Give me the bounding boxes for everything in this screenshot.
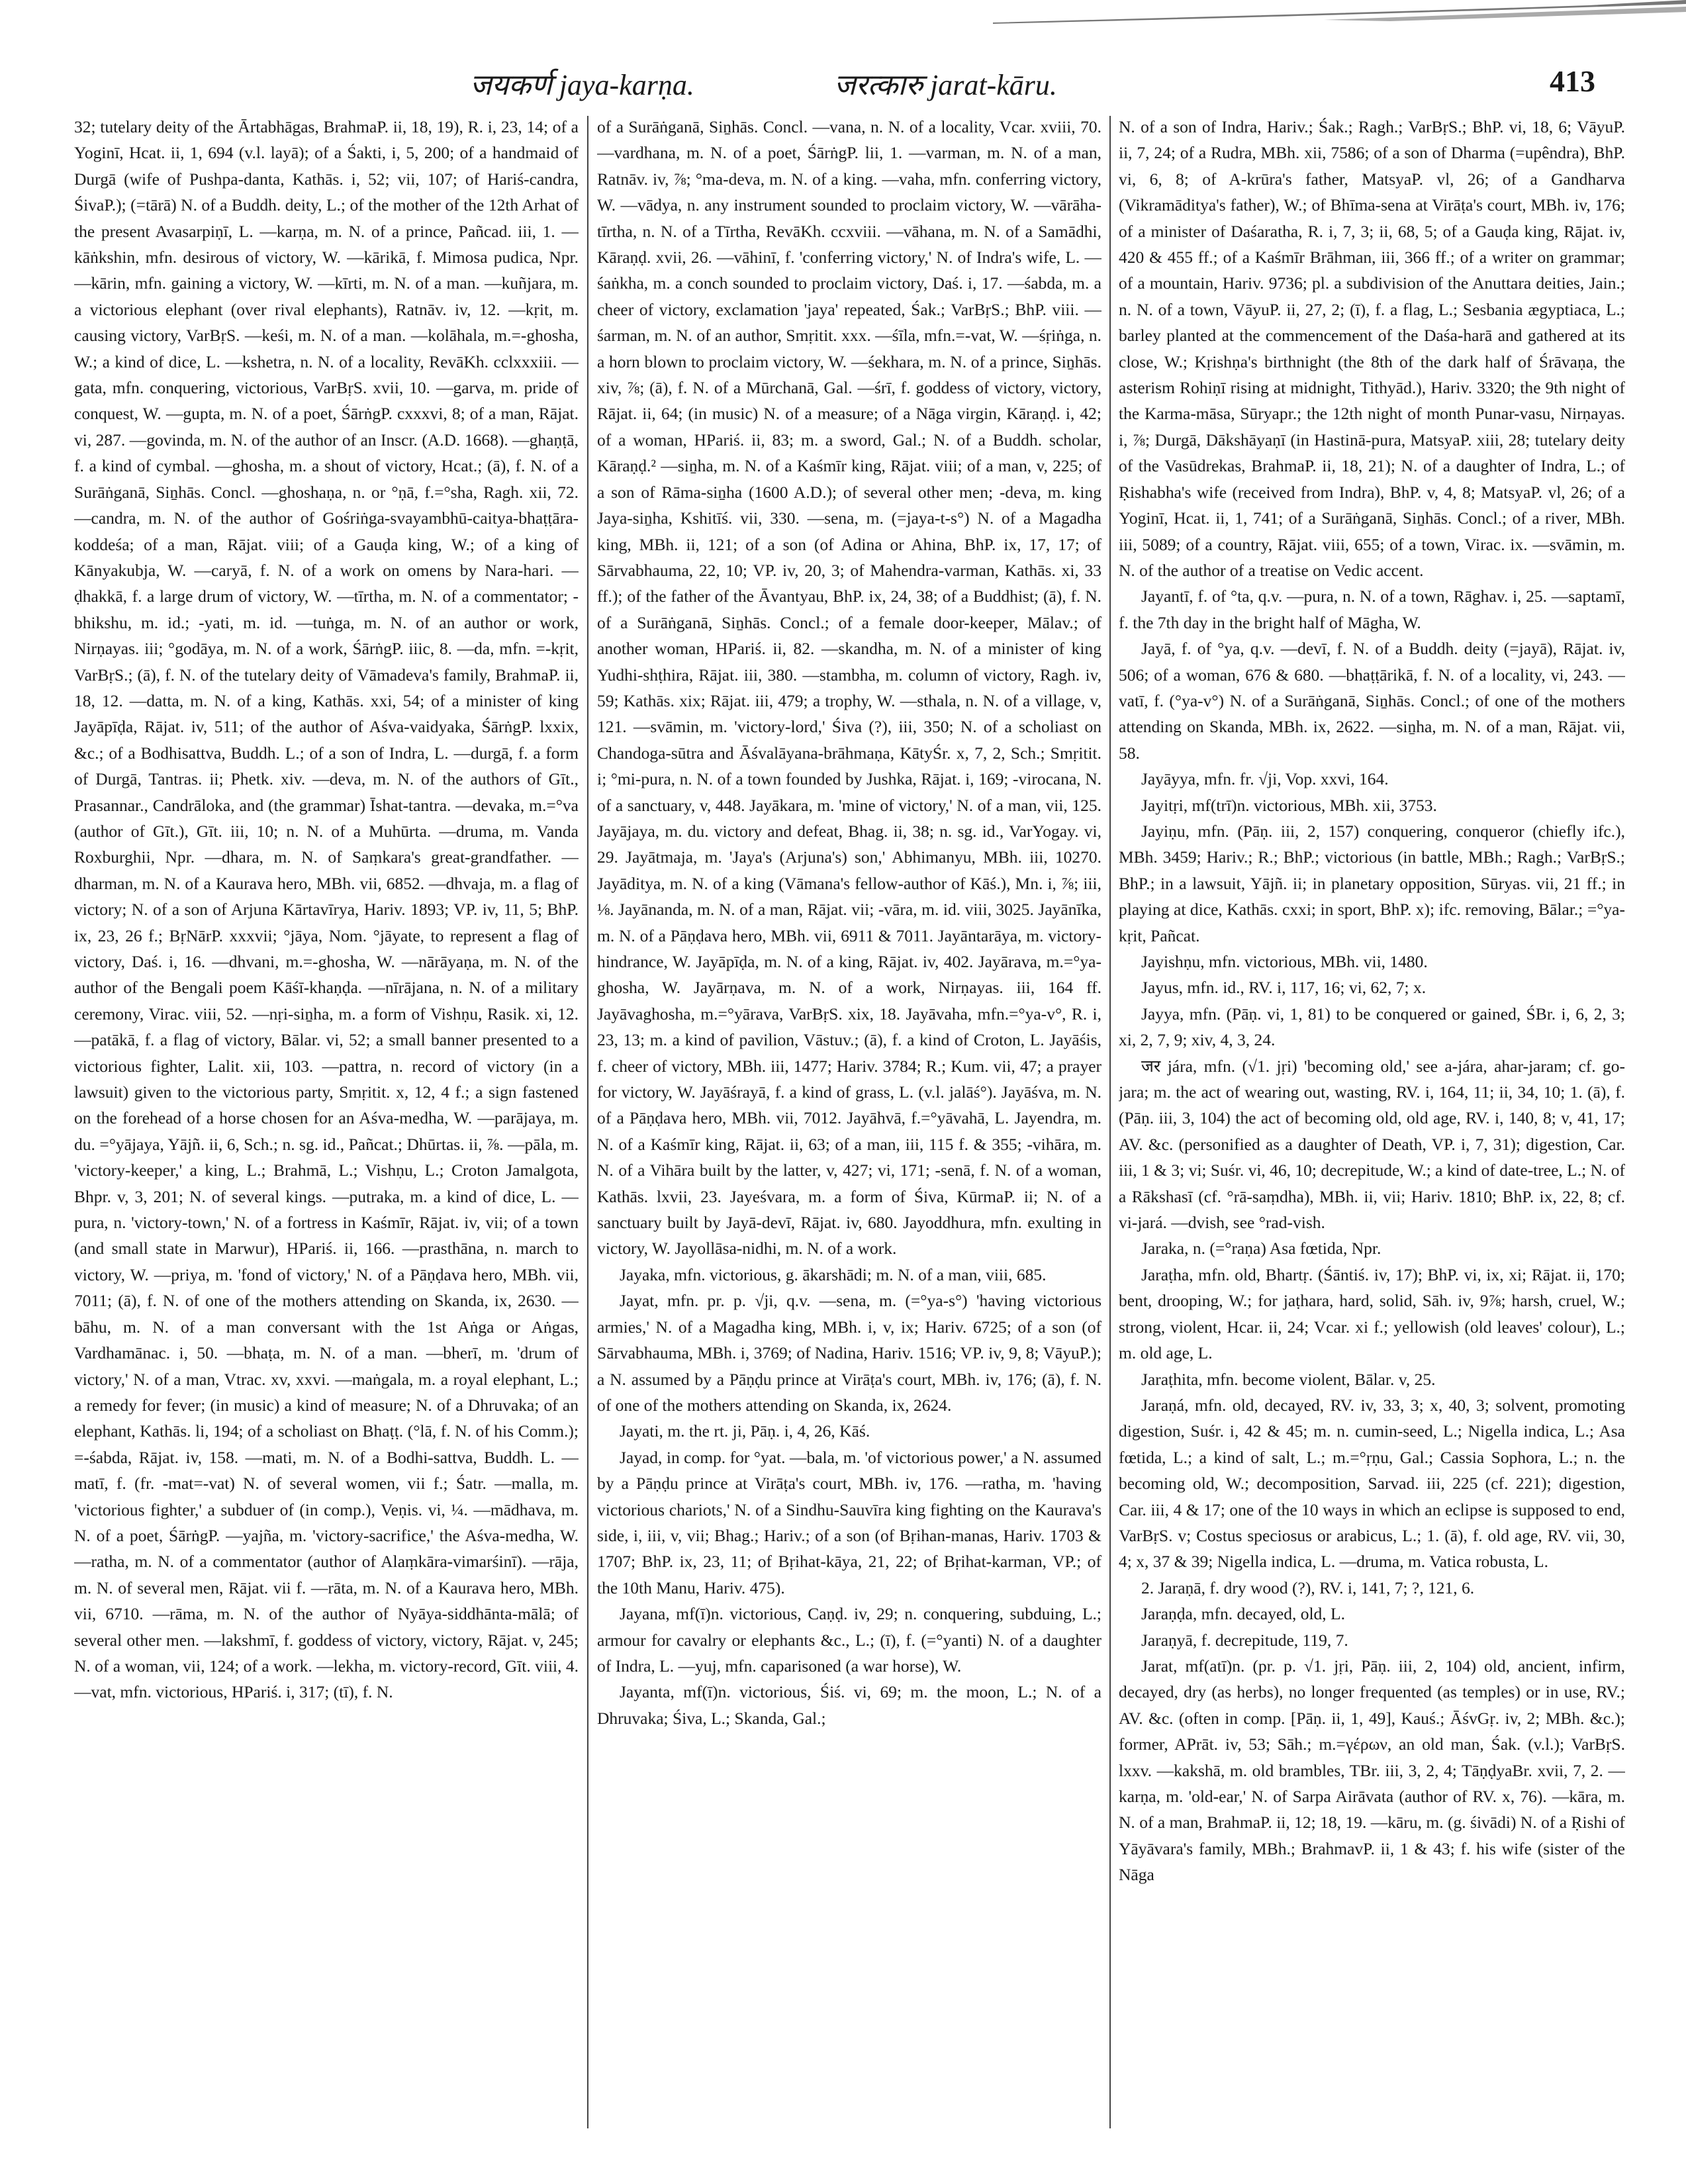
column-2-entry-text: of a Surāṅganā, Siṉhās. Concl. —vana, n. N. of a locality, Vcar. xviii, 70. —vardhana, m. N. of a poet, ŚārṅgP. lii, 1. —varman, m. N. of a man, Ratnāv. iv, ⅞; °ma-deva, m. N. of a king. —vaha, mfn. conferring victory, W. —vādya, n. any instrument sounded to proclaim victory, W. —vārāha-tīrtha, n. N. of a Tīrtha, RevāKh. ccxviii. —vāhana, m. N. of a Samādhi, Kāraṇḍ. xvii, 26. —vāhinī, f. 'conferring victory,' N. of Indra's wife, L. —śaṅkha, m. a conch sounded to proclaim victory, Daś. i, 17. —śabda, m. a cheer of victory, exclamation 'jaya' repeated, Śak.; VarBṛS.; BhP. viii. —śarman, m. N. of an author, Smṛitit. xxx. —śīla, mfn.=-vat, W. —śṛiṅga, n. a horn blown to proclaim victory, W. —śekhara, m. N. of a prince, Siṉhās. xiv, ⅞; (ā), f. N. of a Mūrchanā, Gal. —śrī, f. goddess of victory, victory, Rājat. ii, 64; (in music) N. of a measure; of a Nāga virgin, Kāraṇḍ. i, 42; of a woman, HPariś. ii, 83; m. a sword, Gal.; N. of a Buddh. scholar, Kāraṇḍ.² —siṉha, m. N. of a Kaśmīr king, Rājat. viii; of a man, v, 225; of a son of Rāma-siṉha (1600 A.D.); of several other men; -deva, m. king Jaya-siṉha, Kshitīś. vii, 330. —sena, m. (=jaya-t-s°) N. of a Magadha king, MBh. ii, 121; of a son (of Adina or Ahina, BhP. ix, 17, 17; of Sārvabhauma, 22, 10; VP. iv, 20, 3; of Mahendra-varman, Kathās. xi, 33 ff.); of the father of the Āvantyau, BhP. ix, 24, 38; of a Buddhist; (ā), f. N. of a Surāṅganā, Siṉhās. Concl.; of a female door-keeper, Mālav.; of another woman, HPariś. ii, 82. —skandha, m. N. of a minister of king Yudhi-shṭhira, Rājat. iii, 380. —stambha, m. column of victory, Ragh. iv, 59; Kathās. xix; Rājat. iii, 479; a trophy, W. —sthala, n. N. of a village, v, 121. —svāmin, m. 'victory-lord,' Śiva (?), iii, 350; N. of a scholiast on Chandoga-sūtra and Āśvalāyana-brāhmaṇa, KātyŚr. x, 7, 2, Sch.; Smṛitit. i; °mi-pura, n. N. of a town founded by Jushka, Rājat. i, 169; -virocana, N. of a sanctuary, v, 448. Jayākara, m. 'mine of victory,' N. of a man, vii, 125. Jayājaya, m. du. victory and defeat, Bhag. ii, 38; n. sg. id., VarYogay. vi, 29. Jayātmaja, m. 'Jaya's (Arjuna's) son,' Abhimanyu, MBh. iii, 10270. Jayāditya, m. N. of a king (Vāmana's fellow-author of Kāś.), Mn. i, ⅞; iii, ⅛. Jayānanda, m. N. of a man, Rājat. vii; -vāra, m. id. viii, 3025. Jayānīka, m. N. of a Pāṇḍava hero, MBh. vii, 6911 & 7011. Jayāntarāya, m. victory-hindrance, W. Jayāpīḍa, m. N. of a king, Rājat. iv, 402. Jayārava, m.=°ya-ghosha, W. Jayārṇava, m. N. of a work, Nirṇayas. iii, 164 ff. Jayāvaghosha, m.=°yārava, VarBṛS. xix, 18. Jayāvaha, mfn.=°ya-v°, R. i, 23, 13; m. a kind of pavilion, Vāstuv.; (ā), f. a kind of Croton, L. Jayāśis, f. cheer of victory, MBh. iii, 1477; Hariv. 3784; R.; Kum. vii, 47; a prayer for victory, W. Jayāśrayā, f. a kind of grass, L. (v.l. jalāś°). Jayāśva, m. N. of a Pāṇḍava hero, MBh. vii, 7012. Jayāhvā, f.=°yāvahā, L. Jayendra, m. N. of a Kaśmīr king, Rājat. ii, 63; of a man, iii, 115 f. & 355; -vihāra, m. N. of a Vihāra built by the latter, v, 427; vi, 171; -senā, f. N. of a woman, Kathās. lxvii, 23. Jayeśvara, m. a form of Śiva, KūrmaP. ii; N. of a sanctuary built by Jayā-devī, Rājat. iv, 680. Jayoddhura, mfn. exulting in victory, W. Jayollāsa-nidhi, m. N. of a work. (597, 117, 1101, 1258)
entry-jayishnu: Jayishṇu, mfn. victorious, MBh. vii, 1480. (1141, 952, 1428, 971)
entry-jaratha: Jaraṭha, mfn. old, Bhartṛ. (Śāntiś. iv, 17); BhP. vi, ix, xi; Rājat. ii, 170; bent, drooping, W.; for jaṭhara, hard, solid, Sāh. iv, 9⅞; harsh, cruel, W.; strong, violent, Hcar. ii, 24; Vcar. xi f.; yellowish (old leaves' colour), L.; m. old age, L. (1119, 1264, 1625, 1363)
entry-jayanta: Jayanta, mf(ī)n. victorious, Śiś. vi, 69; m. the moon, L.; N. of a Dhruvaka; Śiva, L.; Skanda, Gal.; (597, 1682, 1101, 1728)
running-head-left: जयकर्ण jaya-karṇa. (470, 69, 694, 101)
entry-jayinu: Jayiṇu, mfn. (Pāṇ. iii, 2, 157) conquering, conqueror (chiefly ifc.), MBh. 3459; Hariv.; R.; BhP.; victorious (in battle, MBh.; Ragh.; VarBṛS.; BhP.; in a lawsuit, Yājñ. ii; in planetary opposition, Sūryas. vii, 21 ff.; in playing at dice, Kathās. cxxi; in sport, BhP. x); ifc. removing, Bālar.; =°ya-kṛit, Pañcat. (1119, 821, 1625, 945)
entry-jarat: Jarat, mf(atī)n. (pr. p. √1. jṛi, Pāṇ. iii, 2, 104) old, ancient, infirm, decayed, dry (as herbs), no longer frequented (as temples) or in use, RV.; AV. &c. (often in comp. [Pāṇ. ii, 1, 49], Kauś.; ĀśvGṛ. iv, 2; MBh. &c.); former, APrāt. iv, 53; Sāh.; m.=γέρων, an old man, Śak. (v.l.); VarBṛS. lxxv. —kakshā, m. old brambles, TBr. iii, 3, 2, 4; TāṇḍyaBr. xvii, 7, 2. —karṇa, m. 'old-ear,' N. of Sarpa Airāvata (author of RV. x, 76). —kāra, m. N. of a man, BrahmaP. ii, 12; 18, 19. —kāru, m. (g. śivādi) N. of a Ṛishi of Yāyāvara's family, MBh.; BrahmavP. ii, 1 & 43; f. his wife (sister of the Nāga (1119, 1656, 1625, 1885)
entry-jayya: Jayya, mfn. (Pāṇ. vi, 1, 81) to be conquered or gained, ŚBr. i, 6, 2, 3; xi, 2, 7, 9; xiv, 4, 3, 24. (1119, 1004, 1625, 1050)
scan-streak (993, 0, 1686, 26)
entry-jaranya: Jaraṇyā, f. decrepitude, 119, 7. (1141, 1630, 1348, 1650)
entry-jayitri: Jayitṛi, mf(trī)n. victorious, MBh. xii, 3753. (1141, 795, 1437, 815)
page-header (99, 64, 1595, 110)
dictionary-column-1 (74, 114, 579, 2133)
column-1-entry-text: 32; tutelary deity of the Ārtabhāgas, BrahmaP. ii, 18, 19), R. i, 23, 14; of a Yoginī, Hcat. ii, 1, 694 (v.l. layā); of a Śakti, i, 5, 200; of a handmaid of Durgā (wife of Pushpa-danta, Kathās. i, 52; vii, 107; of Hariś-candra, ŚivaP.); (=tārā) N. of a Buddh. deity, L.; of the mother of the 12th Arhat of the present Avasarpiṇī, L. —karṇa, m. N. of a prince, Pañcad. iii, 1. —kāṅkshin, mfn. desirous of victory, W. —kārikā, f. Mimosa pudica, Npr. —kārin, mfn. gaining a victory, W. —kīrti, m. N. of a man. —kuñjara, m. a victorious elephant (over rival elephants), Ratnāv. iv, 12. —kṛit, m. causing victory, VarBṛS. —keśi, m. N. of a man. —kolāhala, m.=-ghosha, W.; a kind of dice, L. —kshetra, n. N. of a locality, RevāKh. cclxxxiii. —gata, mfn. conquering, victorious, VarBṛS. xvii, 10. —garva, m. pride of conquest, W. —gupta, m. N. of a poet, ŚārṅgP. cxxxvi, 8; of a man, Rājat. vi, 287. —govinda, m. N. of the author of an Inscr. (A.D. 1668). —ghaṇṭā, f. a kind of cymbal. —ghosha, m. a shout of victory, Hcat.; (ā), f. N. of a Surāṅganā, Siṉhās. Concl. —ghoshaṇa, n. or °ṇā, f.=°sha, Ragh. xii, 72. —candra, m. N. of the author of Gośriṅga-svayambhū-caitya-bhaṭṭāra-koddeśa; of a man, Rājat. viii; of a Gauḍa king, W.; of a king of Kānyakubja, W. —caryā, f. N. of a work on omens by Nara-hari. —ḍhakkā, f. a large drum of victory, W. —tīrtha, m. N. of a commentator; -bhikshu, m. id.; -yati, m. id. —tuṅga, m. N. of an author or work, Nirṇayas. iii; °godāya, m. N. of a work, ŚārṅgP. iiic, 8. —da, mfn. =-kṛit, VarBṛS.; (ā), f. N. of the tutelary deity of Vāmadeva's family, BrahmaP. ii, 18, 12. —datta, m. N. of a king, Kathās. xxi, 54; of a minister of king Jayāpīḍa, Rājat. iv, 511; of the author of Aśva-vaidyaka, ŚārṅgP. lxxix, &c.; of a Bodhisattva, Buddh. L.; of a son of Indra, L. —durgā, f. a form of Durgā, Tantras. ii; Phetk. xiv. —deva, m. N. of the authors of Gīt., Prasannar., Candrāloka, and (the grammar) Īshat-tantra. —devaka, m.=°va (author of Gīt.), Gīt. iii, 10; n. N. of a Muhūrta. —druma, m. Vanda Roxburghii, Npr. —dhara, m. N. of Saṃkara's great-grandfather. —dharman, m. N. of a Kaurava hero, MBh. vii, 6852. —dhvaja, m. a flag of victory; N. of a son of Arjuna Kārtavīrya, Hariv. 1893; VP. iv, 11, 5; BhP. ix, 23, 26 f.; BṛNārP. xxxvii; °jāya, Nom. °jāyate, to represent a flag of victory, Daś. i, 16. —dhvani, m.=-ghosha, W. —nārāyaṇa, m. N. of the author of the Bengali poem Kāśī-khaṇḍa. —nīrājana, n. N. of a military ceremony, Virac. viii, 52. —nṛi-siṉha, m. a form of Vishṇu, Rasik. xi, 12. —patākā, f. a flag of victory, Bālar. vi, 52; a small banner presented to a victorious fighter, Lalit. xii, 103. —pattra, n. record of victory (in a lawsuit) given to the victorious party, Smṛitit. x, 12, 4 f.; a sign fastened on the forehead of a horse chosen for an Aśva-medha, W. —parājaya, m. du. =°yājaya, Yājñ. ii, 6, Sch.; n. sg. id., Pañcat.; Dhūrtas. ii, ⅞. —pāla, m. 'victory-keeper,' a king, L.; Brahmā, L.; Vishṇu, L.; Croton Jamalgota, Bhpr. v, 3, 201; N. of several kings. —putraka, m. a kind of dice, L. —pura, n. 'victory-town,' N. of a fortress in Kaśmīr, Rājat. iv, vii; of a town (and small state in Marwur), HPariś. ii, 166. —prasthāna, n. march to victory, W. —priya, m. 'fond of victory,' N. of a Pāṇḍava hero, MBh. vii, 7011; (ā), f. N. of one of the mothers attending on Skanda, ix, 2630. —bāhu, m. N. of a man conversant with the 1st Aṅga or Aṅgas, Vardhamānac. i, 50. —bhaṭa, m. N. of a man. —bherī, m. 'drum of victory,' N. of a man, Vtrac. xv, xxvi. —maṅgala, m. a royal elephant, L.; a remedy for fever; (in music) a kind of measure; N. of a Dhruvaka; of an elephant, Kathās. li, 194; of a scholiast on Bhaṭṭ. (°lā, f. N. of his Comm.); =-śabda, Rājat. iv, 158. —mati, m. N. of a Bodhi-sattva, Buddh. L. —matī, f. (fr. -mat=-vat) N. of several women, vii f.; Śatr. —malla, m. 'victorious fighter,' a subduer of (in comp.), Veṇis. vi, ¼. —mādhava, m. N. of a poet, ŚārṅgP. —yajña, m. 'victory-sacrifice,' the Aśva-medha, W. —ratha, m. N. of a commentator (author of Alaṃkāra-vimarśinī). —rāja, m. N. of several men, Rājat. vii f. —rāta, m. N. of a Kaurava hero, MBh. vii, 6710. —rāma, m. N. of the author of Nyāya-siddhānta-mālā; of several other men. —lakshmī, f. goddess of victory, victory, Rājat. v, 245; N. of a woman, vii, 124; of a work. —lekha, m. victory-record, Gīt. viii, 4. —vat, mfn. victorious, HPariś. i, 317; (tī), f. N. (74, 117, 579, 1702)
entry-jayus: Jayus, mfn. id., RV. i, 117, 16; vi, 62, 7; x. (1141, 978, 1427, 998)
entry-jara: जर jára, mfn. (√1. jṛi) 'becoming old,' see a-jára, ahar-jaram; cf. go-jara; m. the act of wearing out, wasting, RV. i, 164, 11; ii, 34, 10; 1. (ā), f. (Pāṇ. iii, 3, 104) the act of becoming old, old age, RV. i, 140, 8; v, 41, 17; AV. &c. (personified as a daughter of Death, VP. i, 7, 31); digestion, Car. iii, 1 & 3; vi; Suśr. vi, 46, 10; decrepitude, W.; a kind of date-tree, L.; N. of a Rākshasī (cf. °rā-saṃdha), MBh. ii, vii; Hariv. 1810; BhP. ix, 22, 8; cf. vi-jará. —dvish, see °rad-vish. (1119, 1056, 1625, 1233)
entry-jaya-f: Jayā, f. of °ya, q.v. —devī, f. N. of a Buddh. deity (=jayā), Rājat. iv, 506; of a woman, 676 & 680. —bhaṭṭārikā, f. N. of a locality, vi, 243. —vatī, f. (°ya-v°) N. of a Surāṅganā, Siṉhās. Concl.; of one of the mothers attending on Skanda, MBh. ix, 2622. —siṉha, m. N. of a man, Rājat. vii, 58. (1119, 639, 1625, 763)
entry-jayanti: Jayantī, f. of °ta, q.v. —pura, n. N. of a town, Rāghav. i, 25. —saptamī, f. the 7th day in the bright half of Māgha, W. (1119, 587, 1625, 632)
entry-jayayya: Jayāyya, mfn. fr. √ji, Vop. xxvi, 164. (1141, 769, 1389, 789)
column-divider-1 (587, 116, 588, 2128)
entry-jaraka: Jaraka, n. (=°raṇa) Asa fœtida, Npr. (1141, 1239, 1382, 1258)
entry-jayaka: Jayaka, mfn. victorious, g. ākarshādi; m. N. of a man, viii, 685. (620, 1264, 1047, 1284)
entry-jarathita: Jaraṭhita, mfn. become violent, Bālar. v, 25. (1141, 1369, 1436, 1389)
entry-jayana: Jayana, mf(ī)n. victorious, Caṇḍ. iv, 29; n. conquering, subduing, L.; armour for cavalry or elephants &c., L.; (ī), f. (=°yanti) N. of a daughter of Indra, L. —yuj, mfn. caparisoned (a war horse), W. (597, 1604, 1101, 1676)
entry-jayati: Jayati, m. the rt. ji, Pāṇ. i, 4, 26, Kāś. (620, 1421, 870, 1441)
dictionary-column-3 (1119, 114, 1625, 2133)
dictionary-column-2 (597, 114, 1101, 2133)
page-number: 413 (1550, 64, 1595, 98)
column-divider-2 (1109, 116, 1111, 2128)
entry-jayat: Jayat, mfn. pr. p. √ji, q.v. —sena, m. (=°ya-s°) 'having victorious armies,' N. of a Magadha king, MBh. i, v, ix; Hariv. 6725; of a son (of Sārvabhauma, MBh. i, 3769; of Nadina, Hariv. 1516; VP. iv, 9, 8; VāyuP.); a N. assumed by a Pāṇḍu prince at Virāṭa's court, MBh. iv, 176; (ā), f. N. of one of the mothers attending on Skanda, ix, 2624. (597, 1291, 1101, 1415)
entry-jarana-2: 2. Jaraṇā, f. dry wood (?), RV. i, 141, 7; ?, 121, 6. (1141, 1578, 1475, 1597)
running-head-right: जरत्कारु jarat-kāru. (834, 69, 1057, 101)
entry-jaranda: Jaraṇḍa, mfn. decayed, old, L. (1141, 1604, 1346, 1624)
column-3-entry-text: N. of a son of Indra, Hariv.; Śak.; Ragh.; VarBṛS.; BhP. vi, 18, 6; VāyuP. ii, 7, 24; of a Rudra, MBh. xii, 7586; of a son of Dharma (=upêndra), BhP. vi, 6, 8; of A-krūra's father, MatsyaP. vl, 26; of a Gandharva (Vikramāditya's father), W.; of Bhīma-sena at Virāṭa's court, MBh. iv, 176; of a minister of Daśaratha, R. i, 7, 3; ii, 68, 5; of a Gauḍa king, Rājat. iv, 420 & 455 ff.; of a Kaśmīr Brāhman, iii, 366 ff.; of a writer on grammar; of a mountain, Hariv. 9736; pl. a subdivision of the Anuttara deities, Jain.; n. N. of a town, VāyuP. ii, 27, 2; (ī), f. a flag, L.; Sesbania ægyptiaca, L.; barley planted at the commencement of the Daśa-harā and gathered at its close, W.; Kṛishṇa's birthnight (the 8th of the dark half of Śrāvaṇa, the asterism Rohiṇī rising at midnight, Tithyād.), Hariv. 3320; the 9th night of the Karma-māsa, Sūryapr.; the 12th night of month Punar-vasu, Nirṇayas. i, ⅞; Durgā, Dākshāyaṇī (in Hastinā-pura, MatsyaP. xiii, 28; tutelary deity of the Vasūdrekas, BrahmaP. ii, 18, 21); N. of a daughter of Indra, L.; of Ṛishabha's wife (received from Indra), BhP. v, 4, 8; MatsyaP. vl, 26; of a Yoginī, Hcat. ii, 1, 741; of a Surāṅganā, Siṉhās. Concl.; of a river, MBh. iii, 5089; of a country, Rājat. viii, 655; of a town, Virac. ix. —svāmin, m. N. of the author of a treatise on Vedic accent. (1119, 117, 1625, 580)
entry-jayad: Jayad, in comp. for °yat. —bala, m. 'of victorious power,' a N. assumed by a Pāṇḍu prince at Virāṭa's court, MBh. iv, 176. —ratha, m. 'having victorious chariots,' N. of a Sindhu-Sauvīra king fighting on the Kaurava's side, i, iii, v, vii; Bhag.; Hariv.; of a son (of Bṛihan-manas, Hariv. 1703 & 1707; BhP. ix, 23, 11; of Bṛihat-kāya, 21, 22; of Bṛihat-karman, VP.; of the 10th Manu, Hariv. 475). (597, 1447, 1101, 1597)
entry-jarana: Jaraṇá, mfn. old, decayed, RV. iv, 33, 3; x, 40, 3; solvent, promoting digestion, Suśr. i, 42 & 45; m. n. cumin-seed, L.; Nigella indica, L.; Asa fœtida, L.; a kind of salt, L.; m.=°ṛṇu, Gal.; Cassia Sophora, L.; n. the becoming old, W.; decomposition, Sarvad. iii, 225 (cf. 221); digestion, Car. iii, 4 & 17; one of the 10 ways in which an eclipse is supposed to end, VarBṛS. v; Costus speciosus or arabicus, L.; 1. (ā), f. old age, RV. vii, 30, 4; x, 37 & 39; Nigella indica, L. —druma, m. Vatica robusta, L. (1119, 1395, 1625, 1572)
